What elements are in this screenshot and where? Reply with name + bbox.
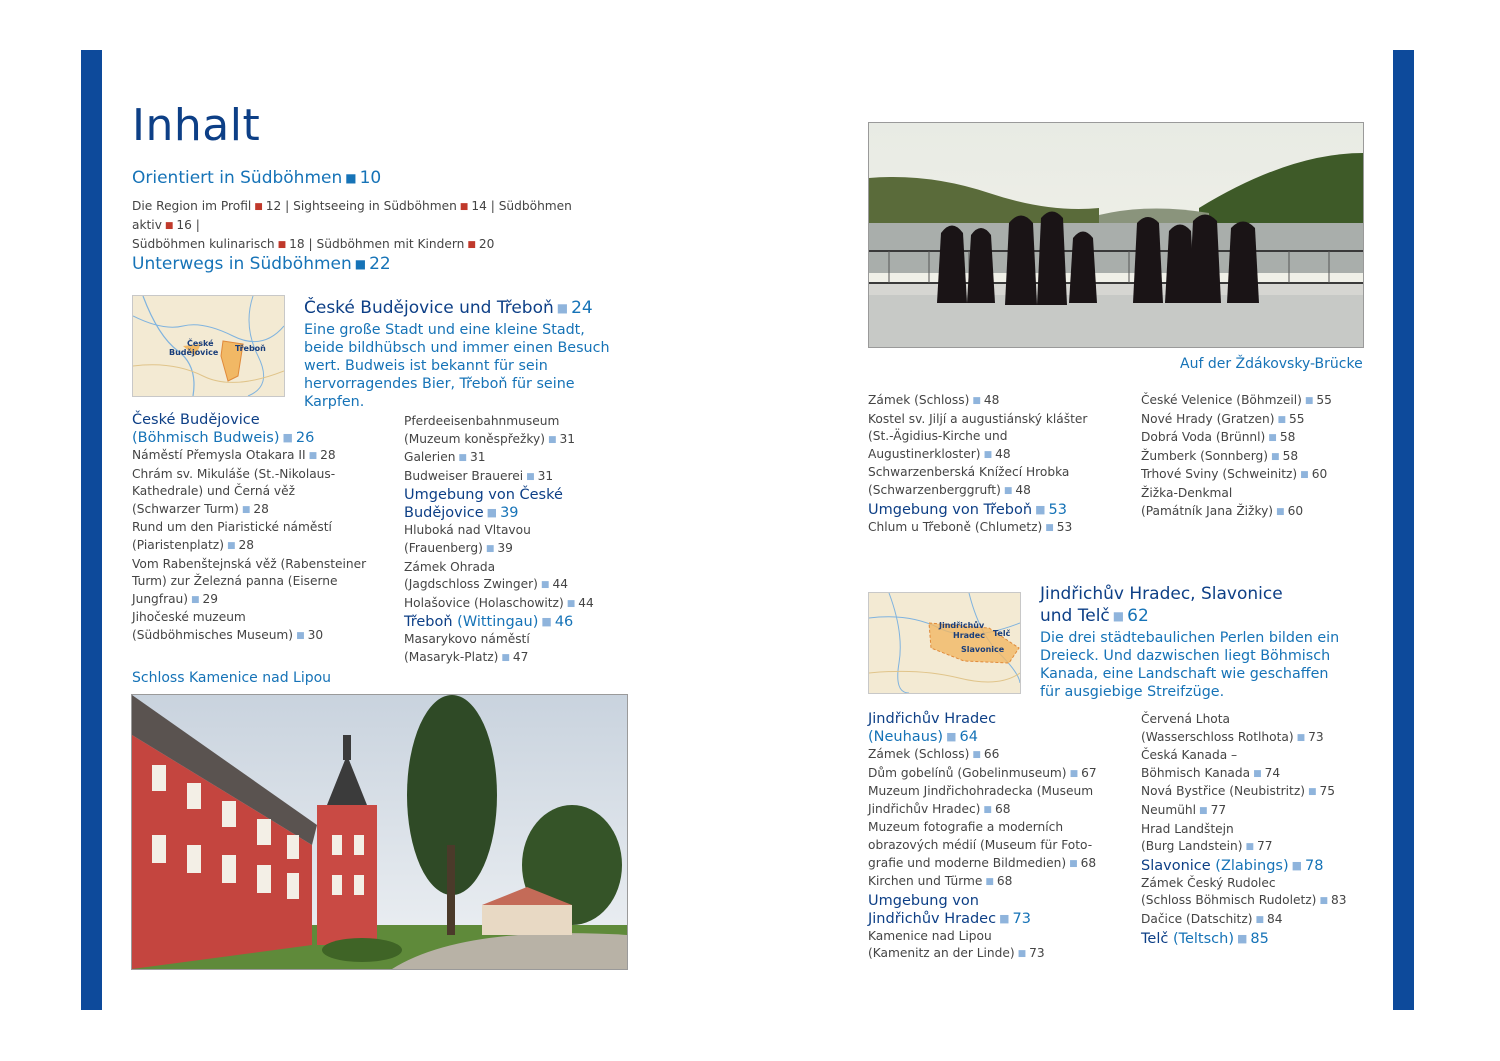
item-text: Budweiser Brauerei xyxy=(404,468,524,483)
item-page: 60 xyxy=(1287,503,1304,518)
item-text: (Schloss Böhmisch Rudoletz) xyxy=(1141,893,1317,908)
item-text: Jihočeské muzeum xyxy=(132,610,246,625)
heading-page: 26 xyxy=(295,430,315,446)
item-text: (Masaryk-Platz) xyxy=(404,649,499,664)
list-item[interactable]: Chlum u Třeboně (Chlumetz) ■ 53 xyxy=(868,519,1073,534)
map-label-jindrichuv: Jindřichův xyxy=(939,621,985,630)
item-text: Jungfrau) xyxy=(132,591,189,606)
item-text: Vom Rabenštejnská věž (Rabensteiner xyxy=(132,556,367,571)
item-text: Schwarzenberská Knížecí Hrobka xyxy=(868,465,1070,480)
photo-left-caption: Schloss Kamenice nad Lipou xyxy=(132,670,332,686)
item-text: Muzeum fotografie a moderních xyxy=(868,820,1064,835)
heading-text: Třeboň xyxy=(404,614,453,631)
section-orientiert[interactable]: Orientiert in Südböhmen ■ 10 xyxy=(132,168,382,188)
heading-text: Slavonice xyxy=(1141,857,1211,874)
item-text: Böhmisch Kanada xyxy=(1141,765,1251,780)
page-title: Inhalt xyxy=(132,100,261,151)
item-text: Kamenice nad Lipou xyxy=(868,928,992,943)
item-text: Chrám sv. Mikuláše (St.-Nikolaus- xyxy=(132,466,336,481)
list-item[interactable]: Trhové Sviny (Schweinitz) ■ 60 xyxy=(1141,467,1328,482)
heading-page: 46 xyxy=(554,614,574,631)
item-page: 77 xyxy=(1256,839,1273,854)
sub-item-aktiv[interactable]: Südböhmen aktiv xyxy=(132,199,572,232)
item-page: 30 xyxy=(307,627,324,642)
item-page: 48 xyxy=(1015,482,1031,497)
item-page: 60 xyxy=(1311,467,1328,482)
heading-text: Umgebung von České xyxy=(404,487,563,504)
item-text: Augustinerkloster) xyxy=(868,446,981,461)
list-item[interactable]: Vom Rabenštejnská věž (Rabensteiner Turm) zur Železná panna (Eiserne Jungfrau) ■ 29 xyxy=(132,556,367,606)
heading-telc[interactable]: Telč (Teltsch) ■ 85 xyxy=(1141,930,1269,947)
item-text: Zámek Český Rudolec xyxy=(1141,875,1276,890)
item-page: 67 xyxy=(1081,765,1097,780)
item-text: (Piaristenplatz) xyxy=(132,537,224,552)
item-page: 28 xyxy=(238,537,254,552)
heading-text: Budějovice xyxy=(404,505,484,522)
sub-item-region[interactable]: Die Region im Profil xyxy=(132,199,252,213)
item-text: Neumühl xyxy=(1141,802,1197,817)
heading-slavonice[interactable]: Slavonice (Zlabings) ■ 78 xyxy=(1141,857,1324,874)
heading-alt: (Wittingau) xyxy=(457,614,539,631)
list-item[interactable]: Budweiser Brauerei ■ 31 xyxy=(404,468,554,483)
item-text: Chlum u Třeboně (Chlumetz) xyxy=(868,519,1043,534)
chapter1-intro: Eine große Stadt und eine kleine Stadt, beide bildhübsch und immer einen Besuch wert. Budweis ist bekannt für sein hervorragendes Bier, Třeboň für seine Karpfen. xyxy=(304,322,610,410)
item-page: 83 xyxy=(1330,893,1347,908)
list-item[interactable]: Dobrá Voda (Brünnl) ■ 58 xyxy=(1141,430,1296,445)
heading-umgebung-jindrichuv[interactable]: Umgebung von Jindřichův Hradec ■ 73 xyxy=(868,892,1031,927)
list-item[interactable]: Schwarzenberská Knížecí Hrobka (Schwarzenberggruft) ■ 48 xyxy=(868,465,1070,497)
item-text: (Jagdschloss Zwinger) xyxy=(404,577,538,592)
sub-item-sightseeing[interactable]: Sightseeing in Südböhmen xyxy=(293,199,457,213)
list-item[interactable]: Zámek Český Rudolec (Schloss Böhmisch Rudoletz) ■ 83 xyxy=(1141,875,1347,908)
item-page: 68 xyxy=(1080,855,1097,870)
chapter1-col2 xyxy=(404,413,634,668)
item-page: 75 xyxy=(1319,784,1336,799)
item-text: Muzeum Jindřichohradecka (Museum xyxy=(868,784,1094,799)
list-item[interactable]: Nová Bystřice (Neubistritz) ■ 75 xyxy=(1141,784,1336,799)
item-text: Náměstí Přemysla Otakara II xyxy=(132,448,306,462)
sub-page: 16 xyxy=(176,218,192,232)
list-item[interactable]: Jihočeské muzeum (Südböhmisches Museum) ■ 30 xyxy=(132,610,324,642)
item-text: (Burg Landstein) xyxy=(1141,839,1243,854)
item-text: Pferdeeisenbahnmuseum xyxy=(404,414,560,428)
chapter1-title[interactable]: České Budějovice und Třeboň ■ 24 xyxy=(304,298,593,318)
item-text: Dačice (Datschitz) xyxy=(1141,911,1253,926)
right-top-col2 xyxy=(1141,392,1381,521)
sub-item-kulinarisch[interactable]: Südböhmen kulinarisch xyxy=(132,237,275,251)
heading-alt: (Böhmisch Budweis) xyxy=(132,430,280,446)
list-item[interactable]: Česká Kanada – Böhmisch Kanada ■ 74 xyxy=(1141,748,1281,780)
map-label-slavonice: Slavonice xyxy=(961,645,1005,654)
list-item[interactable]: Zámek Ohrada (Jagdschloss Zwinger) ■ 44 xyxy=(404,559,568,592)
item-page: 31 xyxy=(537,468,554,483)
heading-text: Jindřichův Hradec xyxy=(868,711,997,727)
item-text: České Velenice (Böhmzeil) xyxy=(1141,393,1302,407)
heading-text: Umgebung von Třeboň xyxy=(868,501,1033,518)
map-label-budejovice: Budějovice xyxy=(169,348,219,357)
item-text: (Wasserschloss Rotlhota) xyxy=(1141,729,1294,744)
item-page: 53 xyxy=(1056,519,1073,534)
map-label-telc: Telč xyxy=(993,629,1011,638)
item-text: Červená Lhota xyxy=(1141,712,1231,726)
item-text: Zámek (Schloss) xyxy=(868,393,970,407)
item-page: 31 xyxy=(469,450,486,465)
list-item[interactable]: Žumberk (Sonnberg) ■ 58 xyxy=(1141,448,1299,463)
item-page: 48 xyxy=(995,446,1011,461)
item-text: grafie und moderne Bildmedien) xyxy=(868,855,1067,870)
chapter2-title[interactable]: Jindřichův Hradec, Slavonice und Telč ■ 62 xyxy=(1040,584,1283,626)
chapter1-title-text: České Budějovice und Třeboň xyxy=(304,298,554,318)
item-text: (St.-Ägidius-Kirche und xyxy=(868,429,1008,444)
chapter2-col1 xyxy=(868,710,1130,964)
item-text: Hrad Landštejn xyxy=(1141,821,1234,836)
heading-jindrichuv-hradec[interactable]: Jindřichův Hradec (Neuhaus) ■ 64 xyxy=(868,711,997,745)
item-page: 66 xyxy=(983,747,1000,761)
chapter2-intro: Die drei städtebaulichen Perlen bilden ein Dreieck. Und dazwischen liegt Böhmisch Kanada, eine Landschaft wie geschaffen für ausgiebige Streifzüge. xyxy=(1040,630,1340,700)
list-item[interactable]: Neumühl ■ 77 xyxy=(1141,802,1227,817)
item-text: Kostel sv. Jiljí a augustiánský klášter xyxy=(868,411,1088,426)
item-text: Dobrá Voda (Brünnl) xyxy=(1141,430,1266,445)
item-text: Zámek (Schloss) xyxy=(868,747,970,761)
list-item[interactable]: Holašovice (Holaschowitz) ■ 44 xyxy=(404,595,594,610)
heading-text: Umgebung von xyxy=(868,892,979,909)
item-page: 84 xyxy=(1267,911,1283,926)
list-item[interactable]: Muzeum Jindřichohradecka (Museum Jindřichův Hradec) ■ 68 xyxy=(868,784,1094,816)
item-text: Trhové Sviny (Schweinitz) xyxy=(1141,467,1298,482)
item-page: 73 xyxy=(1029,946,1045,961)
item-text: Hluboká nad Vltavou (Frauenberg) xyxy=(404,523,531,555)
item-page: 29 xyxy=(202,591,219,606)
item-text: Kirchen und Türme xyxy=(868,874,983,889)
item-text: (Památník Jana Žižky) xyxy=(1141,503,1274,518)
list-item[interactable]: Pferdeeisenbahnmuseum (Muzeum koněspřežky) ■ 31 xyxy=(404,414,576,446)
chapter1-page: 24 xyxy=(571,298,593,318)
orientiert-subsections: Die Region im Profil ■ 12 | Sightseeing in Südböhmen ■ 14 | Südböhmen aktiv ■ 16 | Südböhmen kulinarisch ■ 18 | Südböhmen mit Kindern ■ 20 xyxy=(132,199,572,251)
photo-zdakovsky-bridge xyxy=(868,122,1364,348)
item-page: 39 xyxy=(497,540,513,555)
item-text: (Schwarzenberggruft) xyxy=(868,482,1001,497)
item-text: Rund um den Piaristické náměstí xyxy=(132,520,332,535)
item-text: Turm) zur Železná panna (Eiserne xyxy=(132,574,338,589)
item-page: 74 xyxy=(1264,765,1281,780)
heading-page: 53 xyxy=(1048,501,1067,518)
chapter2-map xyxy=(868,592,1021,694)
heading-page: 85 xyxy=(1250,930,1269,947)
map-label-ceske: České xyxy=(187,339,214,348)
item-page: 48 xyxy=(983,393,1000,407)
list-item[interactable]: Dačice (Datschitz) ■ 84 xyxy=(1141,911,1283,926)
heading-alt: (Zlabings) xyxy=(1215,857,1289,874)
list-item[interactable]: Hluboká nad Vltavou (Frauenberg) ■ 39 xyxy=(404,523,531,555)
heading-page: 64 xyxy=(959,729,978,745)
chapter2-page: 62 xyxy=(1127,606,1149,626)
chapter2-title-text: Jindřichův Hradec, Slavonice xyxy=(1040,584,1283,604)
item-text: Holašovice (Holaschowitz) xyxy=(404,595,564,610)
item-text: obrazových médií (Museum für Foto- xyxy=(868,837,1093,852)
item-page: 58 xyxy=(1282,448,1299,463)
item-text: (Südböhmisches Museum) xyxy=(132,627,294,642)
heading-umgebung-ceske[interactable]: Umgebung von České Budějovice ■ 39 xyxy=(404,487,563,522)
list-item[interactable]: Muzeum fotografie a moderních obrazových médií (Museum für Foto- grafie und moderne Bildmedien) ■ 68 xyxy=(868,820,1097,870)
sub-page: 14 xyxy=(471,199,487,213)
list-item[interactable]: Hrad Landštejn (Burg Landstein) ■ 77 xyxy=(1141,821,1273,854)
item-page: 44 xyxy=(552,577,568,592)
section-unterwegs-page: 22 xyxy=(369,254,391,274)
list-item[interactable]: Náměstí Přemysla Otakara II ■ 28 xyxy=(132,448,336,462)
photo-schloss-kamenice xyxy=(131,694,628,970)
item-page: 55 xyxy=(1316,393,1332,407)
item-text: Dům gobelínů (Gobelinmuseum) xyxy=(868,765,1067,780)
list-item[interactable]: Žižka-Denkmal (Památník Jana Žižky) ■ 60 xyxy=(1141,485,1304,518)
chapter1-col1 xyxy=(132,411,394,646)
item-page: 28 xyxy=(253,501,269,516)
heading-alt: (Teltsch) xyxy=(1172,930,1234,947)
heading-ceske-budejovice[interactable]: České Budějovice (Böhmisch Budweis) ■ 26 xyxy=(132,412,315,446)
sub-item-kinder[interactable]: Südböhmen mit Kindern xyxy=(316,237,465,251)
map-label-hradec: Hradec xyxy=(953,631,985,640)
item-text: Česká Kanada – xyxy=(1141,748,1238,763)
item-page: 28 xyxy=(320,448,336,462)
chapter2-title-text: und Telč xyxy=(1040,606,1110,626)
chapter2-col2 xyxy=(1141,711,1381,948)
item-page: 68 xyxy=(994,801,1011,816)
list-item[interactable]: České Velenice (Böhmzeil) ■ 55 xyxy=(1141,393,1332,407)
section-unterwegs-label: Unterwegs in Südböhmen xyxy=(132,254,352,274)
sub-page: 12 xyxy=(265,199,282,213)
heading-text: Jindřichův Hradec xyxy=(868,910,997,927)
list-item[interactable]: Kamenice nad Lipou (Kamenitz an der Linde) ■ 73 xyxy=(868,928,1045,961)
map-label-trebon: Třeboň xyxy=(235,344,266,353)
item-page: 44 xyxy=(578,595,594,610)
heading-umgebung-trebon[interactable]: Umgebung von Třeboň ■ 53 xyxy=(868,501,1067,518)
sub-page: 20 xyxy=(478,237,495,251)
item-text: (Muzeum koněspřežky) xyxy=(404,431,545,446)
heading-page: 78 xyxy=(1305,857,1324,874)
item-text: (Kamenitz an der Linde) xyxy=(868,946,1015,961)
right-top-col1 xyxy=(868,392,1128,537)
heading-page: 39 xyxy=(500,505,519,522)
item-page: 73 xyxy=(1308,729,1324,744)
item-text: Žižka-Denkmal xyxy=(1141,485,1233,500)
item-text: Zámek Ohrada xyxy=(404,559,496,574)
heading-text: České Budějovice xyxy=(132,412,260,428)
item-text: Kathedrale) und Černá věž xyxy=(132,484,296,499)
list-item[interactable]: Zámek (Schloss) ■ 66 xyxy=(868,747,1000,761)
heading-trebon[interactable]: Třeboň (Wittingau) ■ 46 xyxy=(404,614,574,631)
heading-page: 73 xyxy=(1012,910,1031,927)
list-item[interactable]: Chrám sv. Mikuláše (St.-Nikolaus- Kathedrale) und Černá věž (Schwarzer Turm) ■ 28 xyxy=(132,466,336,516)
section-orientiert-label: Orientiert in Südböhmen xyxy=(132,168,343,188)
item-text: Jindřichův Hradec) xyxy=(868,801,981,816)
item-text: Galerien xyxy=(404,450,456,465)
item-page: 47 xyxy=(512,649,529,664)
list-item[interactable]: Galerien ■ 31 xyxy=(404,450,486,465)
list-item[interactable]: Kostel sv. Jiljí a augustiánský klášter (St.-Ägidius-Kirche und Augustinerkloster) ■ 48 xyxy=(868,411,1088,461)
heading-alt: (Neuhaus) xyxy=(868,729,944,745)
list-item[interactable]: Kirchen und Türme ■ 68 xyxy=(868,874,1013,889)
item-page: 77 xyxy=(1210,802,1227,817)
list-item[interactable]: Červená Lhota (Wasserschloss Rotlhota) ■ 73 xyxy=(1141,712,1324,744)
list-item[interactable]: Masarykovo náměstí (Masaryk-Platz) ■ 47 xyxy=(404,632,530,664)
heading-text: Telč xyxy=(1141,930,1169,947)
list-item[interactable]: Zámek (Schloss) ■ 48 xyxy=(868,393,1000,407)
item-text: Nové Hrady (Gratzen) xyxy=(1141,411,1275,426)
item-text: (Schwarzer Turm) xyxy=(132,501,239,516)
sub-page: 18 xyxy=(289,237,305,251)
list-item[interactable]: Nové Hrady (Gratzen) ■ 55 xyxy=(1141,411,1305,426)
item-text: Masarykovo náměstí xyxy=(404,632,530,647)
left-accent-bar xyxy=(81,50,102,1010)
item-page: 55 xyxy=(1288,411,1305,426)
item-page: 68 xyxy=(996,874,1013,889)
section-orientiert-page: 10 xyxy=(359,168,382,188)
item-page: 58 xyxy=(1279,430,1296,445)
item-text: Nová Bystřice (Neubistritz) xyxy=(1141,784,1305,799)
section-unterwegs[interactable]: Unterwegs in Südböhmen ■ 22 xyxy=(132,254,391,274)
chapter1-map xyxy=(132,295,285,397)
item-page: 31 xyxy=(559,431,576,446)
photo-right-caption: Auf der Ždákovsky-Brücke xyxy=(1180,356,1363,372)
right-accent-bar xyxy=(1393,50,1414,1010)
list-item[interactable]: Dům gobelínů (Gobelinmuseum) ■ 67 xyxy=(868,765,1097,780)
item-text: Žumberk (Sonnberg) xyxy=(1141,448,1269,463)
list-item[interactable]: Rund um den Piaristické náměstí (Piaristenplatz) ■ 28 xyxy=(132,520,332,552)
